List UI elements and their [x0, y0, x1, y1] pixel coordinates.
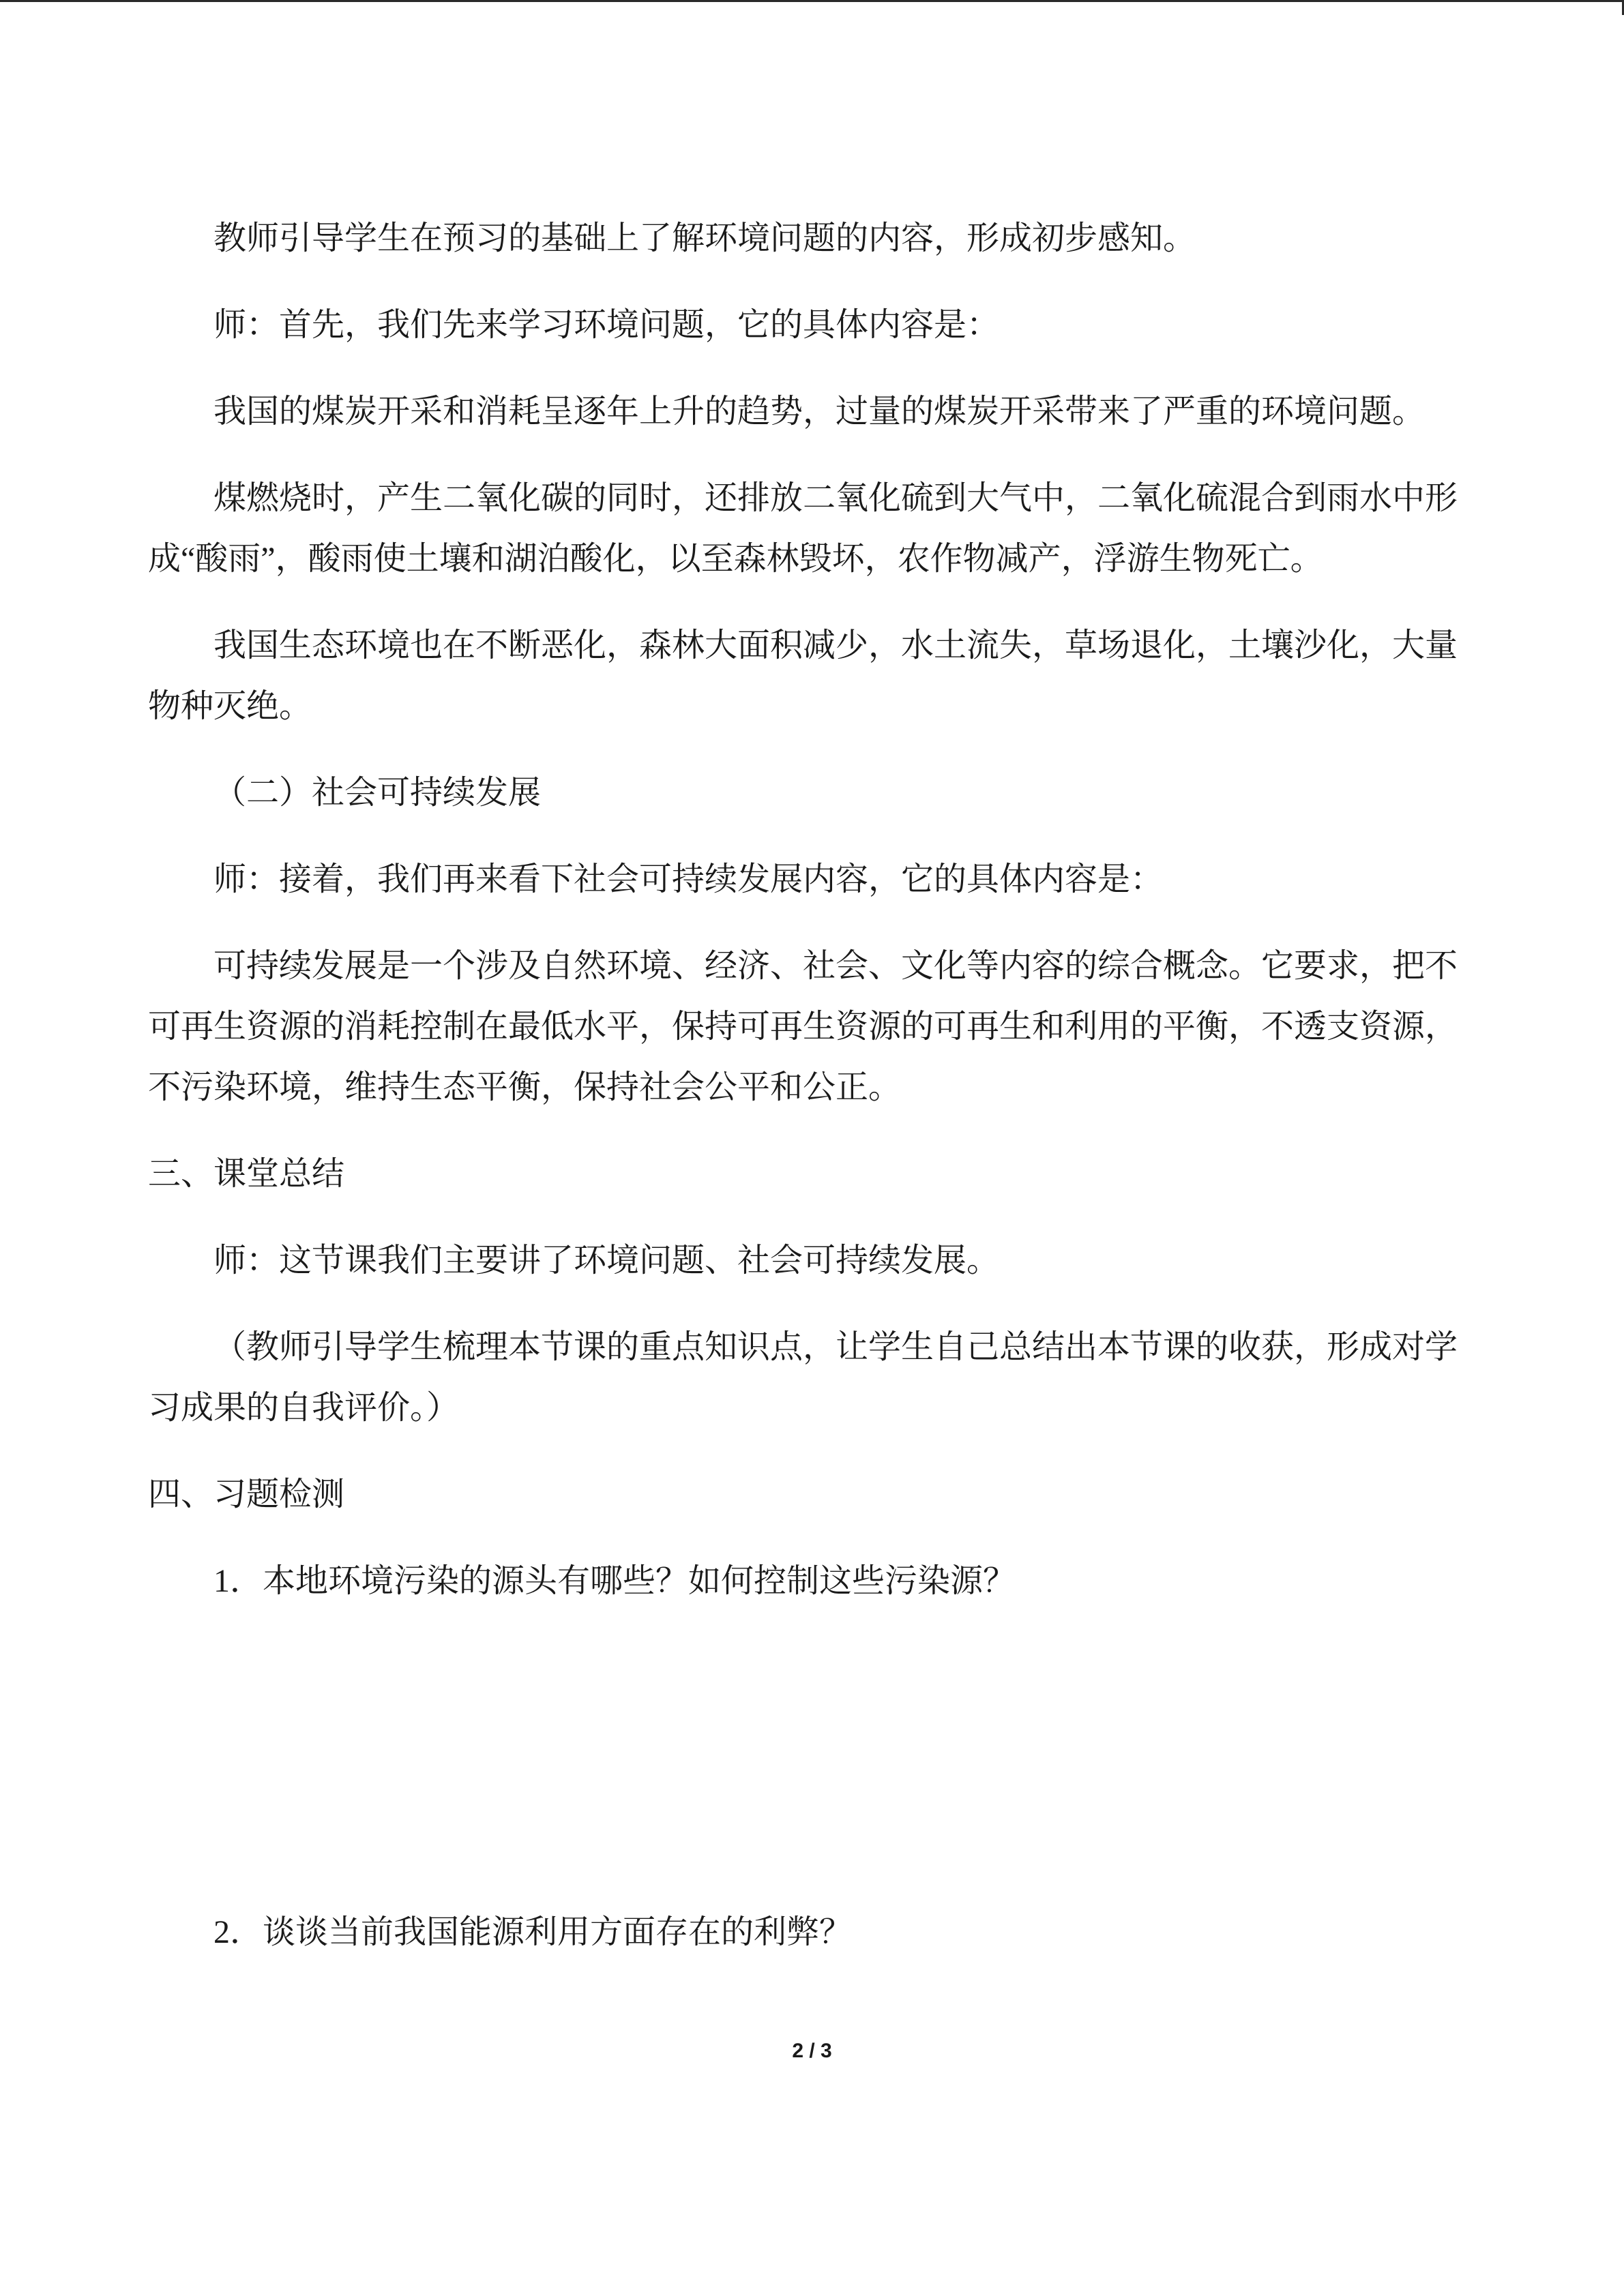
paragraph: 教师引导学生在预习的基础上了解环境问题的内容，形成初步感知。 [213, 220, 1196, 256]
section-heading: 四、习题检测 [148, 1476, 345, 1512]
exercise-question: 2．谈谈当前我国能源利用方面存在的利弊？ [213, 1914, 853, 1950]
teacher-line: 师：接着，我们再来看下社会可持续发展内容，它的具体内容是： [213, 861, 1164, 897]
exercise-question: 1．本地环境污染的源头有哪些？如何控制这些污染源？ [213, 1563, 1016, 1599]
page-top-border [0, 0, 1624, 2]
paragraph: 我国生态环境也在不断恶化，森林大面积减少，水土流失，草场退化，土壤沙化，大量物种灭绝。 [148, 627, 1458, 724]
document-body [148, 208, 1458, 1988]
paragraph: 我国的煤炭开采和消耗呈逐年上升的趋势，过量的煤炭开采带来了严重的环境问题。 [213, 393, 1426, 430]
subsection-heading: （二）社会可持续发展 [213, 775, 542, 811]
page-number: 2 / 3 [792, 2040, 832, 2062]
paragraph: （教师引导学生梳理本节课的重点知识点，让学生自己总结出本节课的收获，形成对学习成果的自我评价。） [148, 1329, 1458, 1426]
paragraph: 可持续发展是一个涉及自然环境、经济、社会、文化等内容的综合概念。它要求，把不可再生资源的消耗控制在最低水平，保持可再生资源的可再生和利用的平衡，不透支资源，不污染环境，维持生态平衡，保持社会公平和公正。 [148, 948, 1458, 1105]
section-heading: 三、课堂总结 [148, 1156, 345, 1192]
paragraph: 煤燃烧时，产生二氧化碳的同时，还排放二氧化硫到大气中，二氧化硫混合到雨水中形成“酸雨”，酸雨使土壤和湖泊酸化，以至森林毁坏，农作物减产，浮游生物死亡。 [148, 480, 1458, 577]
teacher-line: 师：这节课我们主要讲了环境问题、社会可持续发展。 [213, 1242, 1000, 1279]
teacher-line: 师：首先，我们先来学习环境问题，它的具体内容是： [213, 307, 1000, 343]
